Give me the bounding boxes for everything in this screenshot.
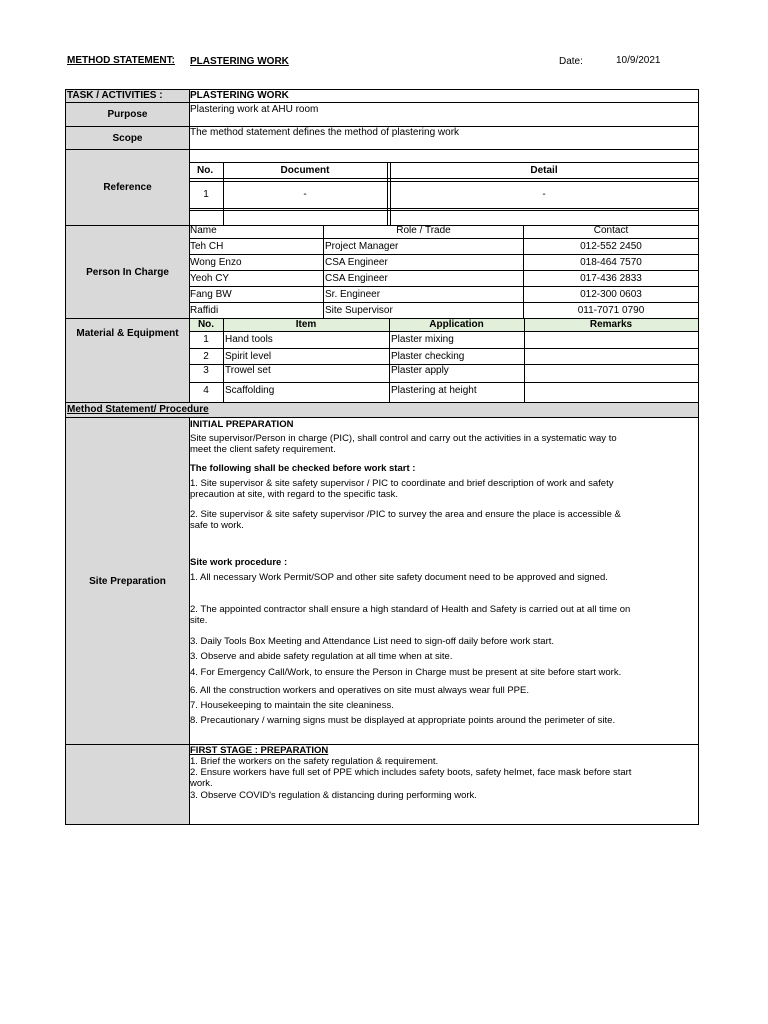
reference-row-document: -: [303, 189, 307, 200]
pic-row-role: CSA Engineer: [325, 273, 388, 284]
pic-header-role: Role / Trade: [396, 225, 451, 236]
pic-row-contact: 017-436 2833: [580, 273, 642, 284]
check-item-1b: precaution at site, with regard to the specific task.: [190, 489, 399, 500]
pic-row-contact: 018-464 7570: [580, 257, 642, 268]
intro-line-1: Site supervisor/Person in charge (PIC), shall control and carry out the activities in a systematic way to: [190, 433, 617, 444]
purpose-label: Purpose: [66, 103, 189, 126]
material-equipment-label: Material & Equipment: [66, 319, 189, 349]
check-item-2b: safe to work.: [190, 520, 244, 531]
procedure-item-4: 4. For Emergency Call/Work, to ensure the Person in Charge must be present at site before start work.: [190, 667, 622, 678]
material-header-application: Application: [429, 319, 484, 330]
first-stage-item-1: 1. Brief the workers on the safety regulation & requirement.: [190, 756, 439, 767]
procedure-item-1: 1. All necessary Work Permit/SOP and other site safety document need to be approved and signed.: [190, 572, 608, 583]
scope-label: Scope: [66, 127, 189, 149]
purpose-value: Plastering work at AHU room: [190, 104, 319, 115]
pic-row-name: Fang BW: [190, 289, 232, 300]
pic-header-name: Name: [190, 225, 217, 236]
material-label-bg: [66, 349, 189, 402]
material-row-application: Plastering at height: [391, 385, 477, 396]
reference-label: Reference: [66, 150, 189, 225]
material-header-item: Item: [295, 319, 317, 330]
material-row-item: Hand tools: [225, 334, 273, 345]
reference-row-no: 1: [203, 189, 209, 200]
check-title: The following shall be checked before work start :: [190, 463, 416, 474]
procedure-title: Site work procedure :: [190, 557, 288, 568]
pic-row-contact: 012-300 0603: [580, 289, 642, 300]
material-row-item: Scaffolding: [225, 385, 275, 396]
pic-row-role: Project Manager: [325, 241, 399, 252]
procedure-item-7: 7. Housekeeping to maintain the site cleaniness.: [190, 700, 394, 711]
procedure-item-3b: 3. Observe and abide safety regulation at all time when at site.: [190, 651, 453, 662]
material-row-item: Trowel set: [225, 365, 271, 376]
first-stage-label-bg: [66, 745, 189, 824]
material-row-application: Plaster mixing: [391, 334, 454, 345]
procedure-item-3: 3. Daily Tools Box Meeting and Attendance List need to sign-off daily before work start.: [190, 636, 555, 647]
pic-row-role: CSA Engineer: [325, 257, 388, 268]
first-stage-item-3: 3. Observe COVID's regulation & distancing during performing work.: [190, 790, 477, 801]
pic-row-name: Wong Enzo: [190, 257, 242, 268]
material-row-application: Plaster apply: [391, 365, 449, 376]
initial-preparation-title: INITIAL PREPARATION: [190, 419, 294, 430]
pic-row-role: Sr. Engineer: [325, 289, 381, 300]
material-row-no: 1: [203, 334, 209, 345]
procedure-item-8: 8. Precautionary / warning signs must be displayed at appropriate points around the perimeter of site.: [190, 715, 616, 726]
material-row-no: 2: [203, 351, 209, 362]
reference-header-document: Document: [280, 165, 330, 176]
check-item-1a: 1. Site supervisor & site safety supervisor / PIC to coordinate and brief description of work and safety: [190, 478, 614, 489]
procedure-item-2b: site.: [190, 615, 208, 626]
reference-header-detail: Detail: [530, 165, 558, 176]
pic-row-contact: 011-7071 0790: [577, 305, 645, 316]
first-stage-item-2b: work.: [190, 778, 213, 789]
pic-header-contact: Contact: [593, 225, 629, 236]
material-row-item: Spirit level: [225, 351, 272, 362]
material-header-remarks: Remarks: [589, 319, 633, 330]
procedure-item-6: 6. All the construction workers and operatives on site must always wear full PPE.: [190, 685, 529, 696]
intro-line-2: meet the client safety requirement.: [190, 444, 336, 455]
date-label: Date:: [559, 56, 583, 67]
reference-row-detail: -: [542, 189, 546, 200]
person-in-charge-label: Person In Charge: [66, 226, 189, 318]
site-preparation-label: Site Preparation: [66, 418, 189, 744]
method-statement-title: PLASTERING WORK: [190, 56, 289, 67]
procedure-header: Method Statement/ Procedure: [67, 404, 209, 415]
check-item-2a: 2. Site supervisor & site safety supervisor /PIC to survey the area and ensure the place is accessible &: [190, 509, 621, 520]
material-header-no: No.: [197, 319, 215, 330]
scope-value: The method statement defines the method of plastering work: [190, 127, 460, 138]
first-stage-title: FIRST STAGE : PREPARATION: [190, 745, 329, 756]
material-row-no: 4: [203, 385, 209, 396]
method-statement-label: METHOD STATEMENT:: [67, 55, 175, 66]
material-row-no: 3: [203, 365, 209, 376]
procedure-item-2a: 2. The appointed contractor shall ensure a high standard of Health and Safety is carried out at all time on: [190, 604, 631, 615]
reference-header-no: No.: [197, 165, 214, 176]
task-label: TASK / ACTIVITIES :: [67, 90, 163, 101]
pic-row-name: Raffidi: [190, 305, 219, 316]
material-row-application: Plaster checking: [391, 351, 465, 362]
pic-row-role: Site Supervisor: [325, 305, 393, 316]
task-value: PLASTERING WORK: [190, 90, 289, 101]
first-stage-item-2a: 2. Ensure workers have full set of PPE which includes safety boots, safety helmet, face mask before start: [190, 767, 632, 778]
pic-row-name: Teh CH: [190, 241, 224, 252]
date-value: 10/9/2021: [616, 55, 661, 66]
pic-row-contact: 012-552 2450: [580, 241, 642, 252]
pic-row-name: Yeoh CY: [190, 273, 230, 284]
